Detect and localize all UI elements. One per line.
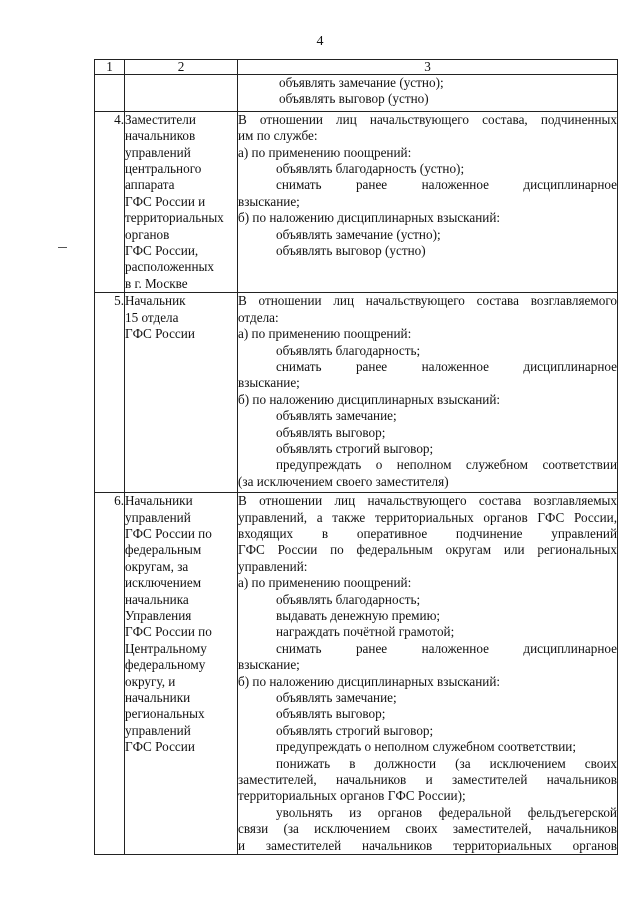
text-line: объявлять замечание (устно); bbox=[276, 226, 441, 242]
text-line: снимать ранее наложенное дисциплинарное bbox=[276, 177, 617, 193]
text-line: б) по наложению дисциплинарных взысканий: bbox=[238, 391, 501, 407]
text-line: увольнять из органов федеральной фельдъегерской bbox=[276, 804, 617, 820]
official-title-cell bbox=[125, 293, 238, 493]
text-line: В отношении лиц начальствующего состава, подчиненных bbox=[238, 111, 617, 127]
text-line: снимать ранее наложенное дисциплинарное bbox=[276, 640, 617, 656]
official-title-line: Начальник bbox=[125, 293, 186, 309]
text-line: б) по наложению дисциплинарных взысканий: bbox=[238, 210, 501, 226]
official-cell bbox=[125, 75, 238, 112]
text-line: награждать почётной грамотой; bbox=[276, 624, 455, 640]
text-line: отдела: bbox=[238, 309, 279, 325]
text-line: а) по применению поощрений: bbox=[238, 575, 412, 591]
column-number-1: 1 bbox=[95, 60, 125, 75]
text-line: выдавать денежную премию; bbox=[276, 608, 441, 623]
official-title-line: начальники bbox=[125, 690, 191, 706]
column-number-3: 3 bbox=[238, 60, 618, 75]
text-line: а) по применению поощрений: bbox=[238, 326, 412, 342]
text-line: взыскание; bbox=[238, 375, 300, 391]
official-title-line: Центральному bbox=[125, 640, 207, 656]
text-line: входящих в оперативное подчинение управлений bbox=[238, 525, 617, 541]
column-number-2: 2 bbox=[125, 60, 238, 75]
table-row bbox=[95, 111, 618, 292]
text-line: объявлять замечание (устно); bbox=[279, 75, 444, 90]
text-line: территориальных органов ГФС России); bbox=[238, 788, 466, 804]
official-title-line: округу, и bbox=[125, 673, 176, 689]
official-title-line: исключением bbox=[125, 575, 202, 591]
text-line: им по службе: bbox=[238, 128, 318, 144]
disciplinary-powers-cell bbox=[238, 293, 618, 493]
text-line: а) по применению поощрений: bbox=[238, 144, 412, 160]
text-line: объявлять строгий выговор; bbox=[276, 440, 434, 456]
row-number: 4. bbox=[95, 111, 125, 292]
row-number: 5. bbox=[95, 293, 125, 493]
text-line: ГФС России по федеральным округам или региональных bbox=[238, 542, 617, 558]
row-number: 6. bbox=[95, 493, 125, 855]
text-line: объявлять строгий выговор; bbox=[276, 722, 434, 738]
text-line: (за исключением своего заместителя) bbox=[238, 473, 449, 489]
text-line: объявлять выговор (устно) bbox=[279, 91, 429, 107]
text-line: взыскание; bbox=[238, 657, 300, 673]
table-row bbox=[95, 293, 618, 493]
text-line: заместителей, начальников и заместителей начальников bbox=[238, 772, 617, 788]
regulation-table bbox=[94, 59, 618, 855]
official-title-cell bbox=[125, 493, 238, 855]
table-header-row bbox=[95, 60, 618, 75]
text-line: В отношении лиц начальствующего состава возглавляемых bbox=[238, 493, 617, 509]
text-line: связи (за исключением своих заместителей, начальников bbox=[238, 821, 617, 837]
margin-mark bbox=[58, 247, 67, 248]
official-title-line: расположенных bbox=[125, 259, 214, 275]
text-line: управлений, а также территориальных органов ГФС России, bbox=[238, 509, 617, 525]
official-title-line: федеральным bbox=[125, 542, 202, 558]
official-title-line: в г. Москве bbox=[125, 275, 188, 291]
text-line: понижать в должности (за исключением своих bbox=[276, 755, 617, 771]
text-line: снимать ранее наложенное дисциплинарное bbox=[276, 358, 617, 374]
official-title-line: региональных bbox=[125, 706, 205, 722]
official-title-line: начальников bbox=[125, 128, 196, 144]
text-line: б) по наложению дисциплинарных взысканий: bbox=[238, 673, 501, 689]
official-title-line: ГФС России, bbox=[125, 243, 199, 259]
official-title-line: органов bbox=[125, 226, 170, 242]
text-line: предупреждать о неполном служебном соответствии bbox=[276, 457, 617, 473]
official-title-line: управлений bbox=[125, 509, 191, 525]
page-number: 4 bbox=[316, 34, 324, 49]
continuation-row bbox=[95, 75, 618, 112]
official-title-line: ГФС России и bbox=[125, 193, 206, 209]
official-title-line: аппарата bbox=[125, 177, 175, 193]
text-line: взыскание; bbox=[238, 193, 300, 209]
official-title-line: Заместители bbox=[125, 111, 196, 127]
official-title-line: территориальных bbox=[125, 210, 224, 226]
official-title-line: ГФС России bbox=[125, 739, 195, 755]
table-row bbox=[95, 493, 618, 855]
text-line: объявлять выговор (устно) bbox=[276, 243, 426, 259]
official-title-line: ГФС России bbox=[125, 326, 195, 342]
official-title-line: округам, за bbox=[125, 558, 189, 574]
official-title-line: 15 отдела bbox=[125, 309, 179, 325]
text-line: объявлять замечание; bbox=[276, 690, 397, 706]
text-line: предупреждать о неполном служебном соответствии; bbox=[276, 739, 577, 755]
official-title-line: федеральному bbox=[125, 657, 206, 673]
text-line: В отношении лиц начальствующего состава возглавляемого bbox=[238, 293, 617, 309]
text-line: объявлять выговор; bbox=[276, 424, 386, 440]
text-line: и заместителей начальников территориальных органов bbox=[238, 837, 617, 853]
official-title-line: начальника bbox=[125, 591, 189, 607]
official-title-line: центрального bbox=[125, 161, 202, 177]
official-title-line: ГФС России по bbox=[125, 624, 212, 640]
text-line: объявлять благодарность; bbox=[276, 342, 421, 358]
text-line: объявлять благодарность (устно); bbox=[276, 161, 465, 177]
official-title-line: управлений bbox=[125, 144, 191, 160]
text-line: объявлять выговор; bbox=[276, 706, 386, 722]
row-number-cell bbox=[95, 75, 125, 112]
official-title-cell bbox=[125, 111, 238, 292]
official-title-line: ГФС России по bbox=[125, 525, 212, 541]
text-line: управлений: bbox=[238, 558, 308, 574]
disciplinary-powers-cell bbox=[238, 493, 618, 855]
disciplinary-powers-cell bbox=[238, 111, 618, 292]
official-title-line: Управления bbox=[125, 608, 192, 623]
official-title-line: Начальники bbox=[125, 493, 193, 509]
powers-cell bbox=[238, 75, 618, 112]
text-line: объявлять благодарность; bbox=[276, 591, 421, 607]
official-title-line: управлений bbox=[125, 722, 191, 738]
text-line: объявлять замечание; bbox=[276, 408, 397, 424]
